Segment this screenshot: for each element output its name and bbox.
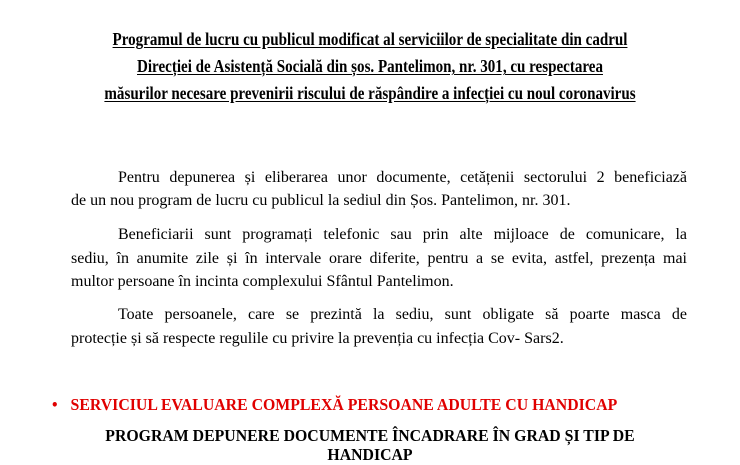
section-heading-text: SERVICIUL EVALUARE COMPLEXĂ PERSOANE ADULTE CU HANDICAP (70, 395, 618, 414)
bullet-icon: • (52, 395, 58, 414)
title-line: măsurilor necesare prevenirii riscului de răspândire a infecției cu noul coronavirus (104, 83, 636, 103)
paragraph-line: Toate persoanele, care se prezintă la sediu, sunt obligate să poarte masca de (118, 306, 687, 323)
section-heading (52, 395, 617, 415)
title-line: Direcției de Asistență Socială din șos. Pantelimon, nr. 301, cu respectarea (137, 56, 603, 76)
paragraph-line: multor persoane în incinta complexului Sfântul Pantelimon. (71, 273, 454, 290)
paragraph-line: protecție și să respecte regulile cu privire la prevenția cu infecția Cov- Sars2. (71, 330, 564, 347)
section-subheading-line: PROGRAM DEPUNERE DOCUMENTE ÎNCADRARE ÎN GRAD ȘI TIP DE (105, 426, 635, 445)
paragraph-line: Pentru depunerea și eliberarea unor documente, cetățenii sectorului 2 beneficiază (118, 169, 687, 186)
title-line: Programul de lucru cu publicul modificat al serviciilor de specialitate din cadrul (112, 29, 628, 49)
paragraph-line: Beneficiarii sunt programați telefonic sau prin alte mijloace de comunicare, la (118, 226, 687, 243)
paragraph-line: sediu, în anumite zile și în intervale orare diferite, pentru a se evita, astfel, prezența mai (71, 250, 687, 267)
paragraph-line: de un nou program de lucru cu publicul la sediul din Șos. Pantelimon, nr. 301. (71, 192, 571, 209)
section-subheading-line: HANDICAP (327, 445, 413, 464)
